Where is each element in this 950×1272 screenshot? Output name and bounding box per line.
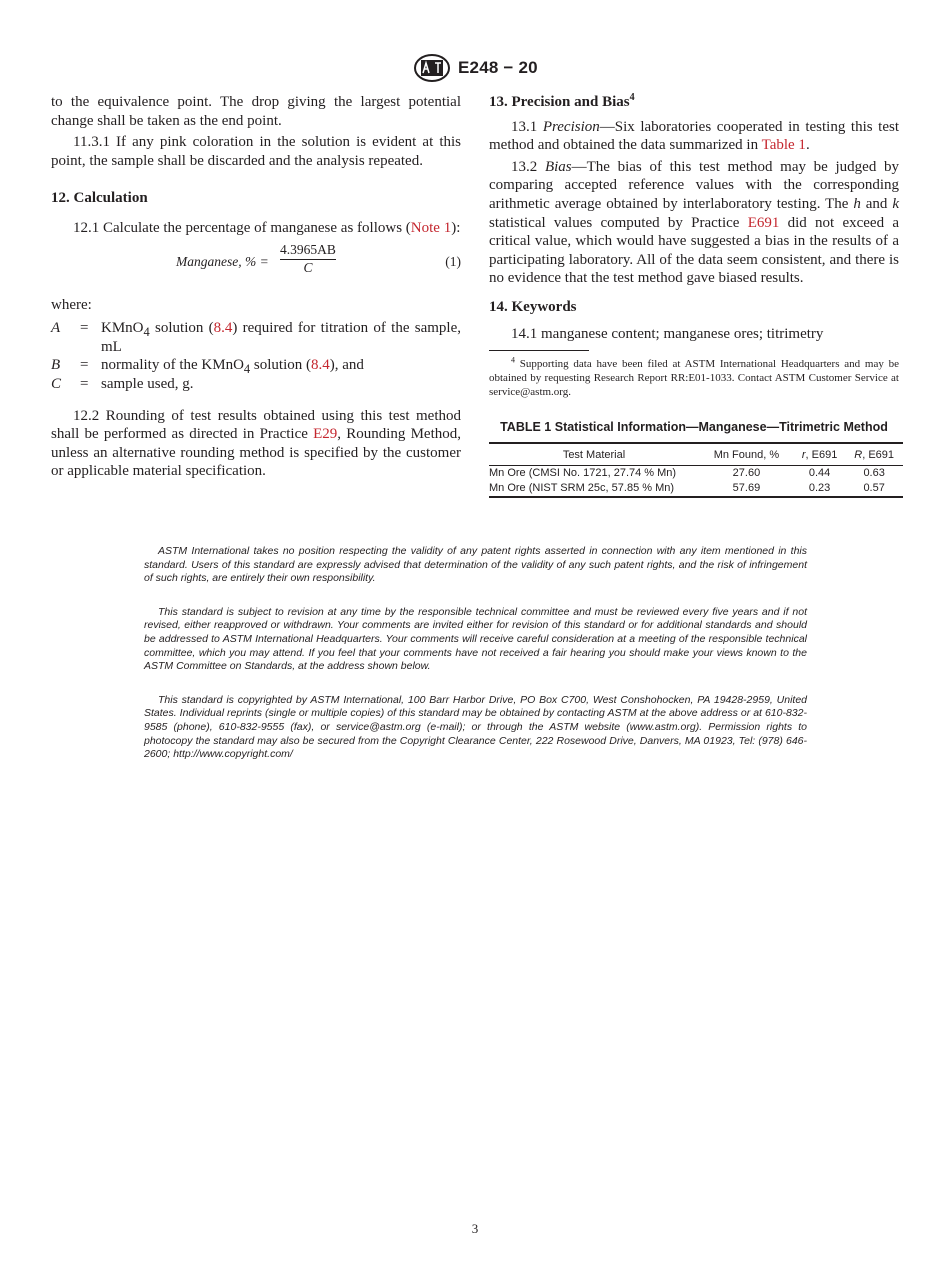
definition-b: B = normality of the KMnO$_4$ solution (8.4), and	[51, 357, 364, 377]
col-header-material: Test Material	[489, 443, 699, 466]
paragraph-13-1: 13.1 Precision—Six laboratories cooperated in testing this test method and obtained the data summarized in Table 1.	[489, 118, 899, 154]
equation-number: (1)	[445, 253, 461, 269]
section-8-4-link[interactable]: 8.4	[213, 320, 233, 337]
equation-numerator: 4.3965AB	[280, 242, 336, 260]
paragraph-14-1: 14.1 manganese content; manganese ores; titrimetry	[511, 325, 824, 342]
table-1	[489, 442, 903, 499]
paragraph-12-1: 12.1 Calculate the percentage of manganese as follows (Note 1):	[73, 219, 461, 236]
copyright-notice: This standard is copyrighted by ASTM International, 100 Barr Harbor Drive, PO Box C700, West Conshohocken, PA 19428-2959, United States. Individual reprints (single or multiple copies) of this standard may be obtained by contacting ASTM at the above address or at 610-832-9585 (phone), 610-832-9555 (fax), or service@astm.org (e-mail); or through the ASTM website (www.astm.org). Permission rights to photocopy the standard may also be secured from the Copyright Clearance Center, 222 Rosewood Drive, Danvers, MA 01923, Tel: (978) 646-2600; http://www.copyright.com/	[144, 693, 807, 761]
standard-designation: E248 − 20	[458, 58, 538, 77]
table-row: Mn Ore (CMSI No. 1721, 27.74 % Mn) 27.60 0.44 0.63	[489, 467, 885, 480]
table-1-title: TABLE 1 Statistical Information—Manganese—Titrimetric Method	[500, 420, 888, 435]
paragraph-13-2: 13.2 Bias—The bias of this test method may be judged by comparing accepted reference values with the corresponding arithmetic average obtained by interlaboratory testing. The h and k statistical values computed by Practice E691 did not exceed a critical value, which would have suggested a bias in the results of a participating laboratory. All of the data seem consistent, and there is no evidence that the test method gave biased results.	[489, 158, 900, 287]
table-1-link[interactable]: Table 1	[761, 137, 806, 154]
right-column	[489, 93, 899, 498]
equation-fraction	[280, 242, 336, 276]
variable-definitions	[51, 319, 461, 393]
equation-denominator: C	[303, 259, 313, 275]
revision-notice: This standard is subject to revision at any time by the responsible technical committee and must be reviewed every five years and if not revised, either reapproved or withdrawn. Your comments are invited either for revision of this standard or for additional standards and should be addressed to ASTM International Headquarters. Your comments will receive careful consideration at a meeting of the responsible technical committee, which you may attend. If you feel that your comments have not received a fair hearing you should make your views known to the ASTM Committee on Standards, at the address shown below.	[144, 605, 807, 673]
where-label: where:	[51, 296, 92, 313]
page-number: 3	[471, 1221, 479, 1236]
section-12-heading: 12. Calculation	[51, 190, 148, 207]
section-14-heading: 14. Keywords	[489, 298, 577, 315]
note-1-link[interactable]: Note 1	[410, 219, 452, 236]
section-8-4-link[interactable]: 8.4	[311, 357, 330, 374]
paragraph-12-2: 12.2 Rounding of test results obtained using this test method shall be performed as directed in Practice E29, Rounding Method, unless an alternative rounding method is specified by the customer or applicable material specification.	[51, 407, 461, 480]
e691-link[interactable]: E691	[747, 214, 780, 231]
astm-logo-icon	[412, 53, 452, 83]
paragraph-11-3-1: 11.3.1 If any pink coloration in the solution is evident at this point, the sample shall be discarded and the analysis repeated.	[51, 134, 461, 169]
table-header-row	[489, 443, 903, 466]
col-header-mn-found: Mn Found, %	[699, 443, 794, 466]
page-header	[0, 53, 950, 85]
patent-notice: ASTM International takes no position respecting the validity of any patent rights asserted in connection with any item mentioned in this standard. Users of this standard are expressly advised that determination of the validity of any such patent rights, and the risk of infringement of such rights, are entirely their own responsibility.	[144, 545, 807, 585]
e29-link[interactable]: E29	[313, 426, 338, 443]
equation-1	[51, 242, 461, 286]
equation-label: Manganese, % =	[176, 253, 269, 269]
footnote-divider	[489, 350, 589, 351]
col-header-R: R, E691	[845, 443, 903, 466]
definition-c: C = sample used, g.	[51, 375, 194, 392]
legal-notices	[144, 545, 807, 782]
section-13-heading: 13. Precision and Bias$^4$	[489, 92, 635, 110]
table-row: Mn Ore (NIST SRM 25c, 57.85 % Mn) 57.69 0.23 0.57	[489, 481, 903, 497]
left-column	[51, 93, 461, 481]
definition-a: A = KMnO$_4$ solution (8.4) required for titration of the sample, mL	[51, 320, 461, 355]
footnote-4: $^4$ Supporting data have been filed at ASTM International Headquarters and may be obtained by requesting Research Report RR:E01-1033. Contact ASTM Customer Service at service@astm.org.	[489, 355, 899, 399]
paragraph-11-3-continued: to the equivalence point. The drop giving the largest potential change shall be taken as the end point.	[51, 94, 461, 129]
col-header-r: r, E691	[794, 443, 845, 466]
